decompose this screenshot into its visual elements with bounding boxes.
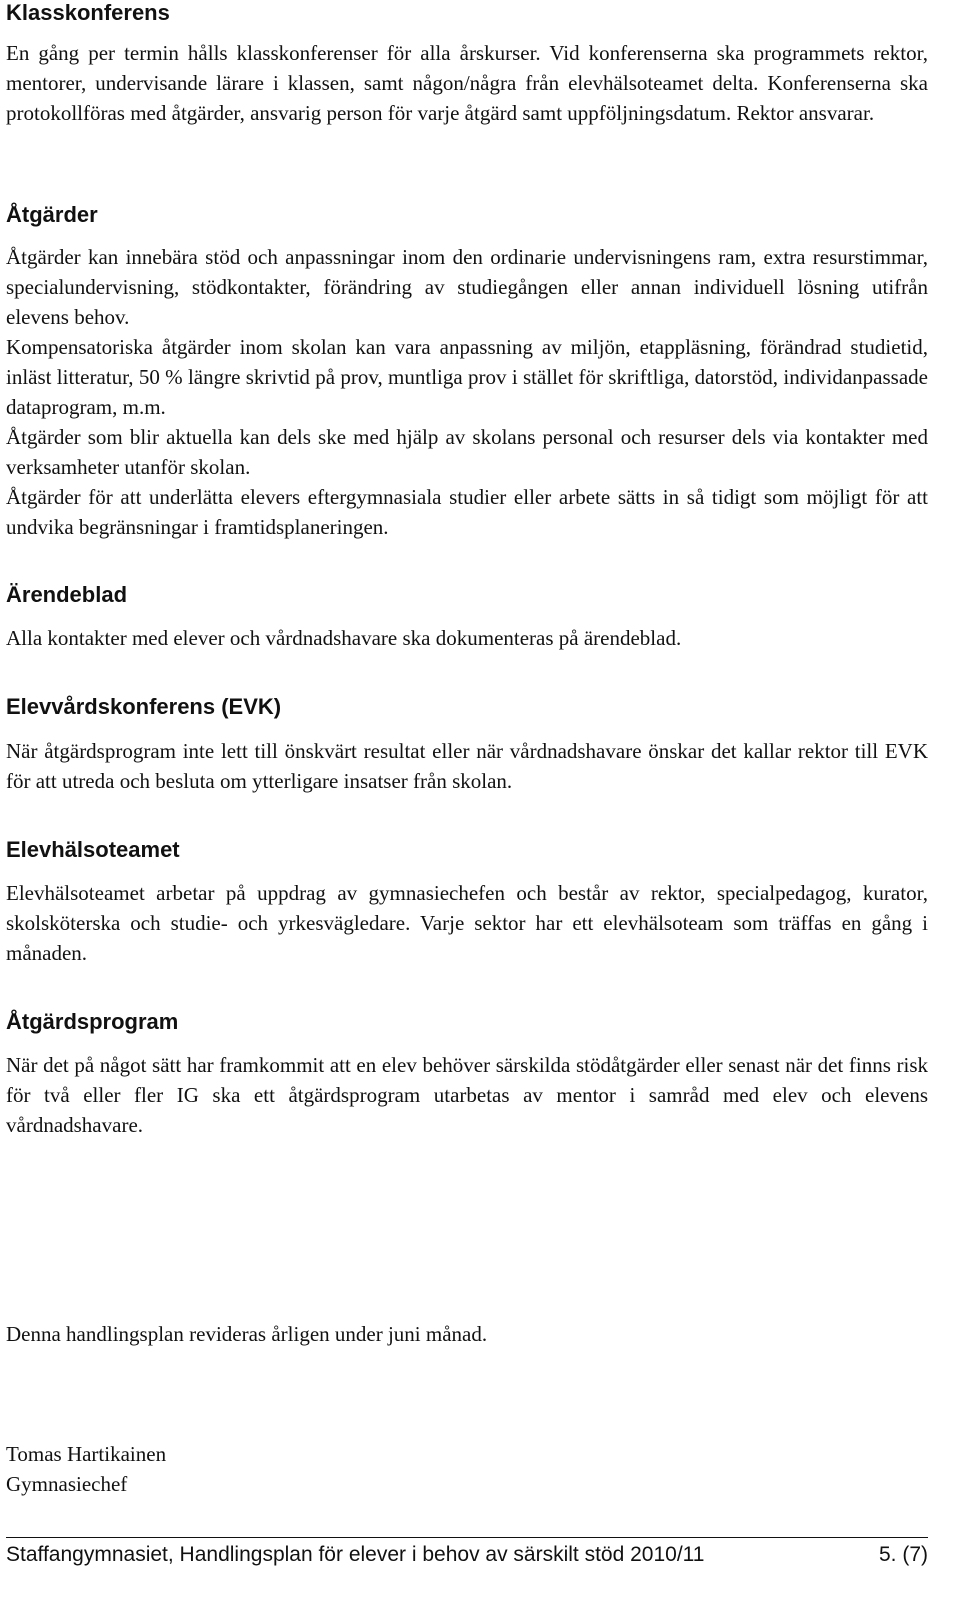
paragraph-atgarder-2: Kompensatoriska åtgärder inom skolan kan vara anpassning av miljön, etappläsning, förändrad studietid, inläst litteratur, 50 % längre skrivtid på prov, muntliga prov i stället för skriftliga, datorstöd, individanpassade dataprogram, m.m. (6, 335, 928, 419)
heading-arendeblad: Ärendeblad (6, 582, 128, 607)
heading-klasskonferens: Klasskonferens (6, 0, 170, 25)
heading-atgarder: Åtgärder (6, 202, 98, 227)
footer-document-title: Staffangymnasiet, Handlingsplan för elever i behov av särskilt stöd 2010/11 (6, 1543, 705, 1566)
footer-divider (6, 1537, 928, 1538)
heading-elevhalsoteamet: Elevhälsoteamet (6, 837, 180, 862)
paragraph-atgardsprogram: När det på något sätt har framkommit att en elev behöver särskilda stödåtgärder eller senast när det finns risk för två eller fler IG ska ett åtgärdsprogram utarbetas av mentor i samråd med elev och elevens vårdnadshavare. (6, 1053, 928, 1137)
heading-evk: Elevvårdskonferens (EVK) (6, 694, 282, 719)
paragraph-atgarder-1: Åtgärder kan innebära stöd och anpassningar inom den ordinarie undervisningens ram, extra resurstimmar, specialundervisning, stödkontakter, förändring av studiegången eller annan individuell lösning utifrån elevens behov. (6, 245, 928, 329)
paragraph-evk: När åtgärdsprogram inte lett till önskvärt resultat eller när vårdnadshavare önskar det kallar rektor till EVK för att utreda och besluta om ytterligare insatser från skolan. (6, 739, 928, 793)
signature-name: Tomas Hartikainen (6, 1442, 167, 1466)
paragraph-atgarder-3: Åtgärder som blir aktuella kan dels ske med hjälp av skolans personal och resurser dels via kontakter med verksamheter utanför skolan. (6, 425, 928, 479)
signature-title: Gymnasiechef (6, 1472, 128, 1496)
paragraph-elevhalsoteamet: Elevhälsoteamet arbetar på uppdrag av gymnasiechefen och består av rektor, specialpedagog, kurator, skolsköterska och studie- och yrkesvägledare. Varje sektor har ett elevhälsoteam som träffas en gång i månaden. (6, 881, 928, 965)
revision-note: Denna handlingsplan revideras årligen under juni månad. (6, 1322, 488, 1346)
paragraph-arendeblad: Alla kontakter med elever och vårdnadshavare ska dokumenteras på ärendeblad. (6, 626, 682, 650)
footer-page-number: 5. (7) (878, 1543, 928, 1566)
paragraph-atgarder-4: Åtgärder för att underlätta elevers eftergymnasiala studier eller arbete sätts in så tidigt som möjligt för att undvika begränsningar i framtidsplaneringen. (6, 485, 928, 539)
paragraph-klasskonferens: En gång per termin hålls klasskonferenser för alla årskurser. Vid konferenserna ska programmets rektor, mentorer, undervisande lärare i klassen, samt någon/några från elevhälsoteamet delta. Konferenserna ska protokollföras med åtgärder, ansvarig person för varje åtgärd samt uppföljningsdatum. Rektor ansvarar. (6, 41, 928, 125)
heading-atgardsprogram: Åtgärdsprogram (6, 1009, 179, 1034)
page-footer (6, 1541, 928, 1569)
